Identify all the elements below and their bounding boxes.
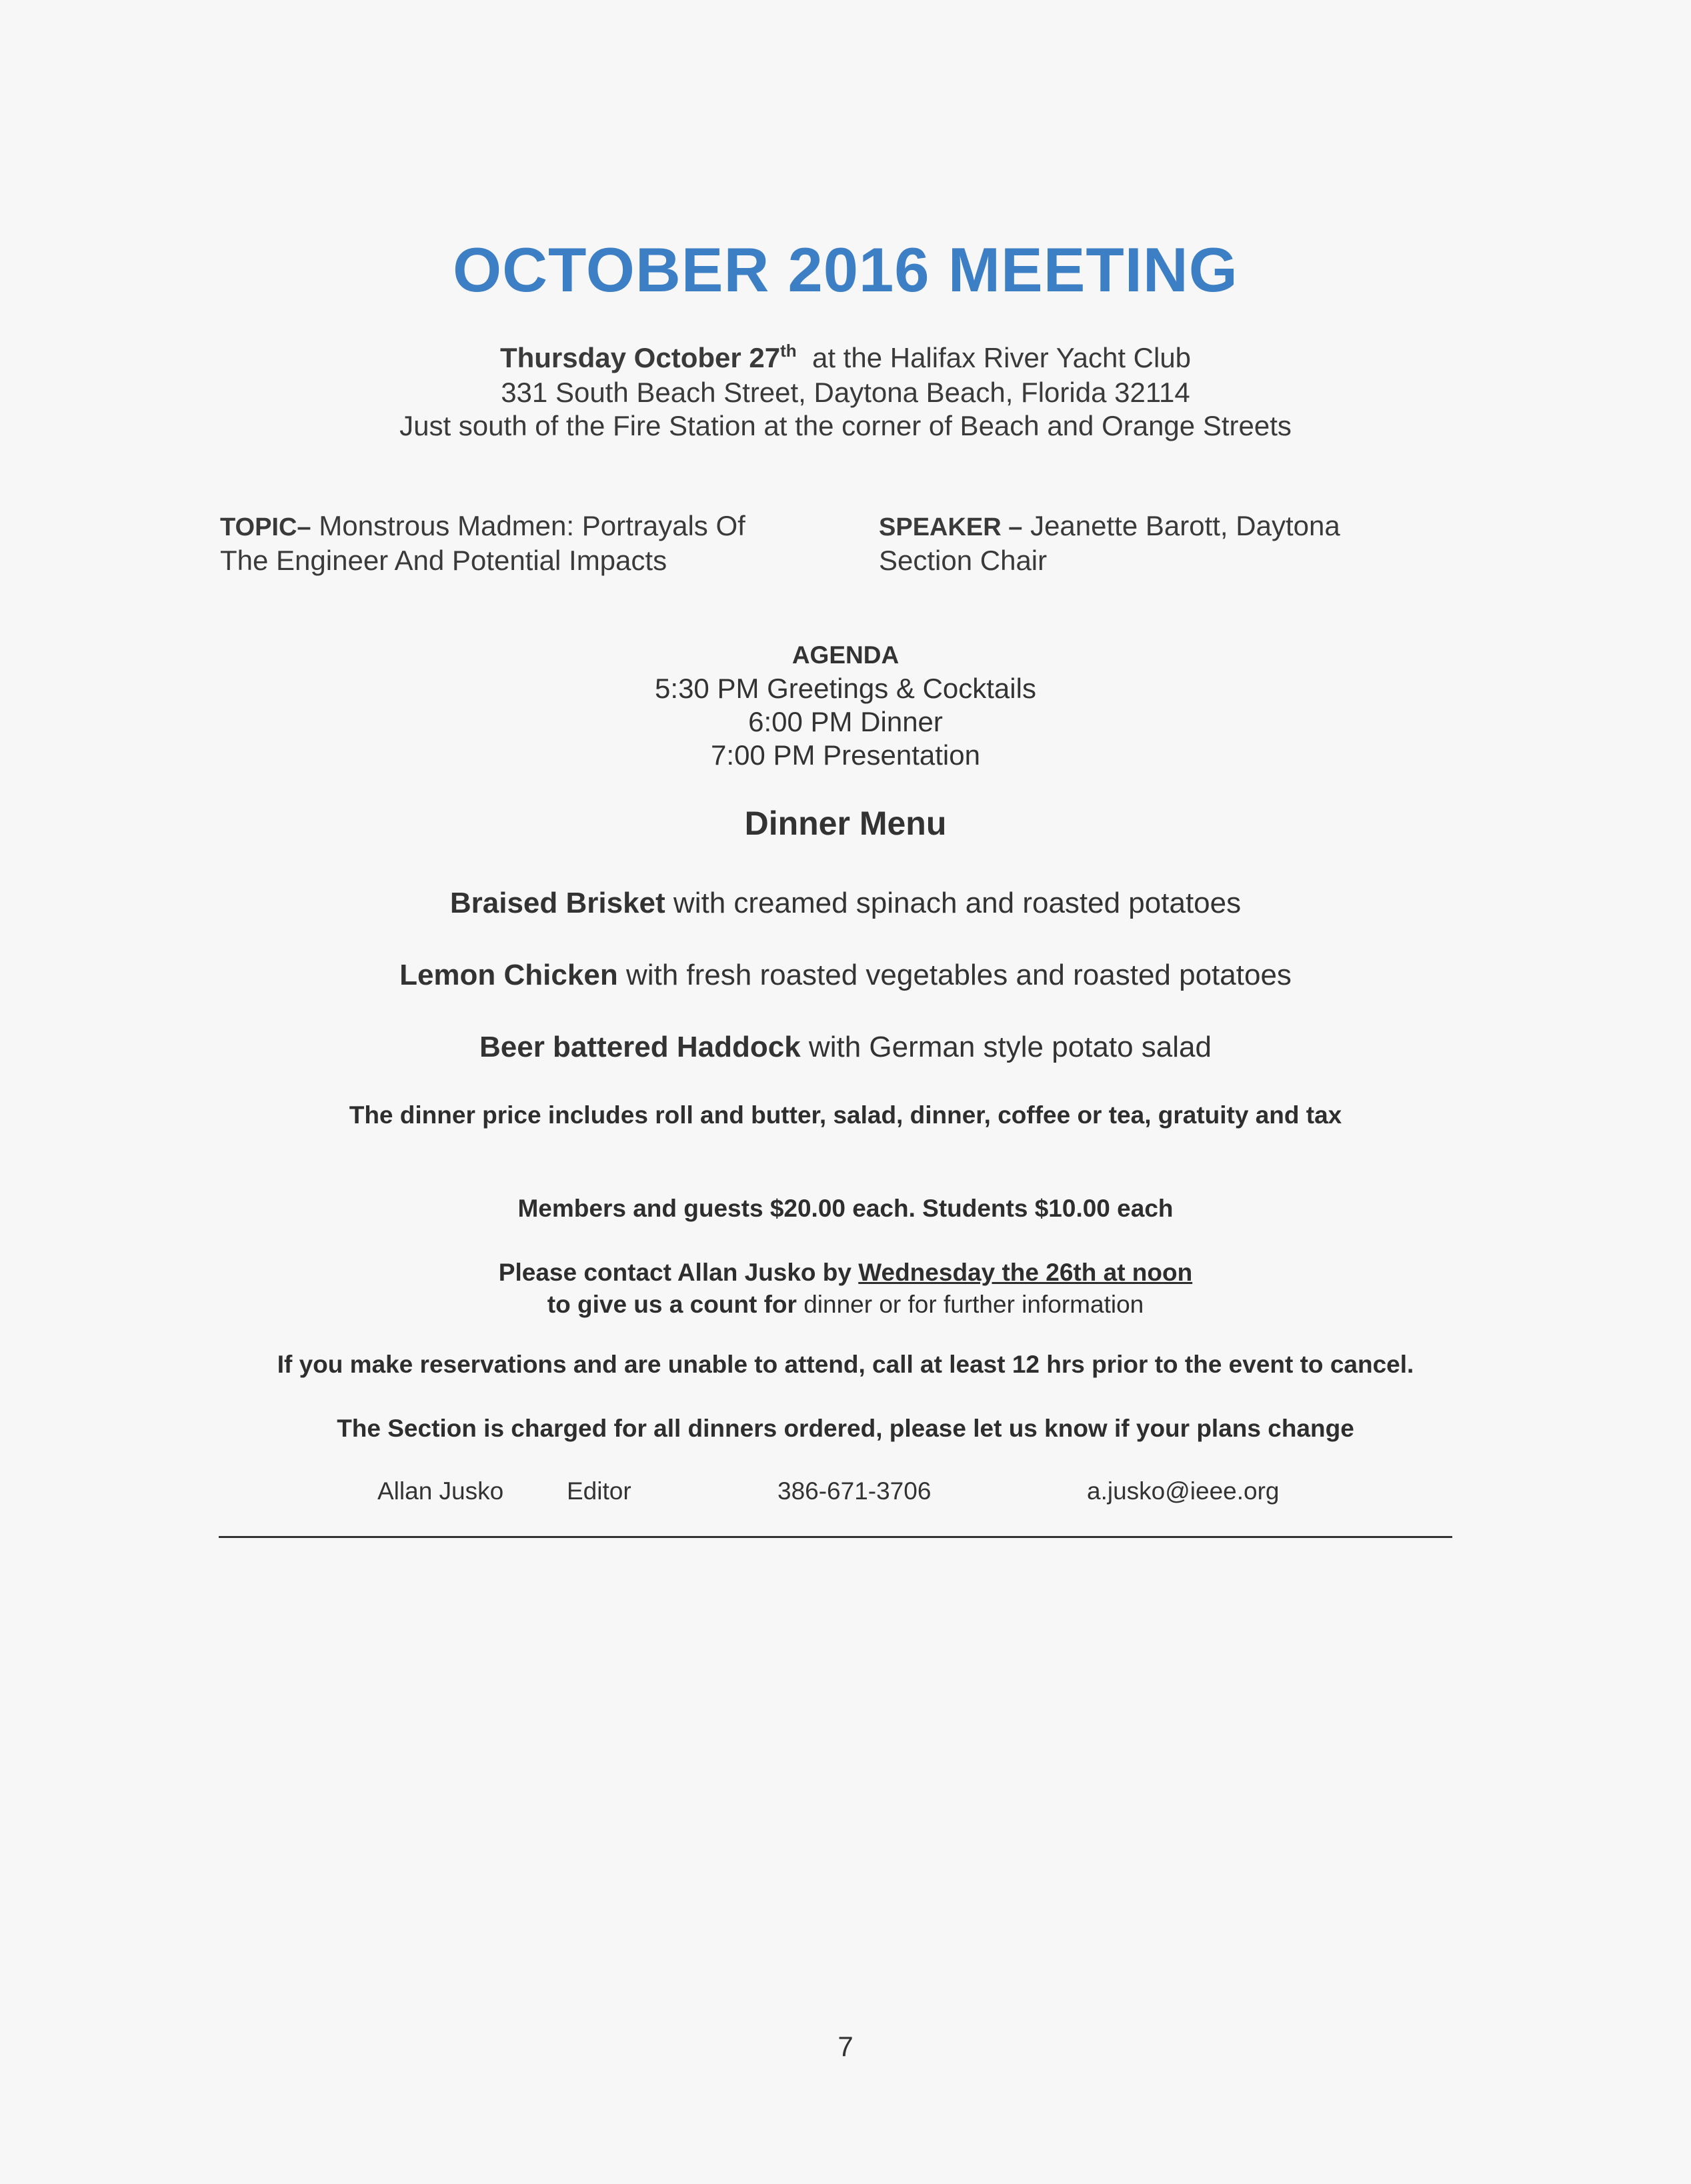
agenda-list — [0, 672, 1691, 772]
page-number: 7 — [837, 2031, 854, 2062]
dish-name: Beer battered Haddock — [479, 1031, 801, 1063]
speaker-label: SPEAKER – — [879, 513, 1023, 541]
dish-description: with creamed spinach and roasted potatoes — [673, 887, 1242, 919]
topic-block — [220, 509, 745, 577]
topic-line-1: Monstrous Madmen: Portrayals Of — [319, 510, 745, 541]
event-venue: at the Halifax River Yacht Club — [811, 342, 1192, 373]
price-note: Members and guests $20.00 each. Students $10.00 each — [517, 1195, 1174, 1222]
speaker-line-1: Jeanette Barott, Daytona — [1030, 510, 1340, 541]
event-date: Thursday October 27 — [499, 342, 781, 373]
menu-item — [0, 959, 1691, 992]
dish-name: Lemon Chicken — [399, 959, 618, 991]
menu-item — [0, 887, 1691, 920]
dish-name: Braised Brisket — [449, 887, 665, 919]
contact-count-text: to give us a count for — [547, 1291, 797, 1318]
editor-role: Editor — [567, 1477, 631, 1505]
speaker-block — [879, 509, 1340, 577]
dinner-menu-heading: Dinner Menu — [744, 805, 947, 842]
event-directions: Just south of the Fire Station at the corner of Beach and Orange Streets — [399, 410, 1292, 441]
agenda-heading: AGENDA — [791, 641, 900, 669]
agenda-item: 5:30 PM Greetings & Cocktails — [655, 673, 1036, 704]
cancel-note: If you make reservations and are unable to attend, call at least 12 hrs prior to the event to cancel. — [277, 1351, 1414, 1378]
contact-info-text: dinner or for further information — [803, 1291, 1144, 1318]
editor-phone: 386-671-3706 — [777, 1477, 932, 1505]
editor-name: Allan Jusko — [377, 1477, 504, 1505]
event-date-suffix: th — [780, 341, 797, 361]
rsvp-deadline: Wednesday the 26th at noon — [858, 1259, 1193, 1286]
agenda-item: 7:00 PM Presentation — [711, 739, 980, 771]
contact-line-1 — [0, 1259, 1691, 1287]
editor-email: a.jusko@ieee.org — [1087, 1477, 1280, 1505]
agenda-item: 6:00 PM Dinner — [748, 706, 943, 737]
price-includes-note: The dinner price includes roll and butter, salad, dinner, coffee or tea, gratuity and tax — [349, 1101, 1342, 1129]
footer-divider — [219, 1536, 1452, 1538]
event-address: 331 South Beach Street, Daytona Beach, Florida 32114 — [501, 377, 1190, 408]
topic-line-2: The Engineer And Potential Impacts — [220, 545, 667, 576]
contact-prefix: Please contact Allan Jusko by — [498, 1259, 852, 1286]
dish-description: with fresh roasted vegetables and roasted potatoes — [625, 959, 1292, 991]
menu-item — [0, 1031, 1691, 1064]
event-date-line — [0, 341, 1691, 375]
page-title: OCTOBER 2016 MEETING — [453, 235, 1238, 305]
speaker-line-2: Section Chair — [879, 545, 1048, 576]
contact-line-2 — [0, 1291, 1691, 1319]
charge-note: The Section is charged for all dinners ordered, please let us know if your plans change — [337, 1415, 1354, 1442]
topic-label: TOPIC– — [220, 513, 311, 541]
dish-description: with German style potato salad — [808, 1031, 1212, 1063]
